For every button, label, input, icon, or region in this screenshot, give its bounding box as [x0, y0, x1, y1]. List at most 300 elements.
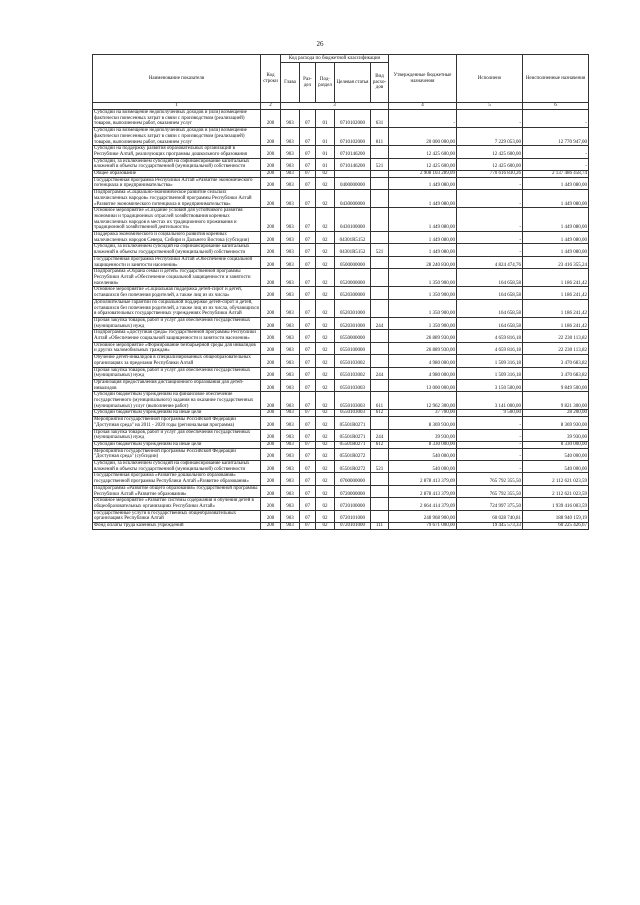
row-unexecuted: 22 230 113,82 — [523, 342, 589, 354]
row-unexecuted: 23 416 355,24 — [523, 256, 589, 268]
row-approved: 26 889 930,00 — [389, 342, 457, 354]
row-unexecuted: - — [523, 158, 589, 170]
row-razdel: 07 — [300, 256, 316, 268]
row-approved: 12 962 300,00 — [389, 392, 457, 410]
row-approved: 2 878 413 379,09 — [389, 485, 457, 497]
table-row — [93, 208, 589, 232]
row-executed: 724 997 375,50 — [457, 498, 523, 510]
row-glava: 903 — [281, 158, 300, 170]
row-executed: 770 616 830,26 — [457, 171, 523, 178]
row-expense-type: 244 — [371, 429, 389, 441]
table-row — [93, 128, 589, 146]
table-row — [93, 190, 589, 208]
row-glava: 903 — [281, 190, 300, 208]
row-executed: - — [457, 232, 523, 244]
row-executed: - — [457, 208, 523, 232]
table-row — [93, 244, 589, 256]
row-code: 200 — [261, 110, 281, 128]
row-expense-type — [371, 330, 389, 342]
row-glava: 903 — [281, 461, 300, 473]
row-approved: 20 000 000,00 — [389, 128, 457, 146]
page-number: 26 — [316, 40, 324, 48]
row-executed: - — [457, 448, 523, 460]
row-executed: - — [457, 441, 523, 448]
row-razdel: 07 — [300, 429, 316, 441]
row-code: 200 — [261, 244, 281, 256]
row-target-article: 05501R0271 — [335, 441, 371, 448]
row-executed: - — [457, 244, 523, 256]
row-podrazdel: 02 — [316, 448, 335, 460]
row-razdel: 07 — [300, 146, 316, 158]
row-target-article: 0550103003 — [335, 410, 371, 417]
row-glava: 903 — [281, 367, 300, 379]
table-row — [93, 523, 589, 530]
row-unexecuted: 1 449 080,00 — [523, 232, 589, 244]
row-razdel: 07 — [300, 498, 316, 510]
row-glava: 903 — [281, 342, 300, 354]
row-target-article: 04301R5152 — [335, 244, 371, 256]
row-expense-type — [371, 208, 389, 232]
row-podrazdel: 01 — [316, 158, 335, 170]
row-unexecuted: 39 930,00 — [523, 429, 589, 441]
row-target-article: 0550103003 — [335, 379, 371, 391]
row-podrazdel: 02 — [316, 379, 335, 391]
row-expense-type — [371, 498, 389, 510]
row-razdel: 07 — [300, 158, 316, 170]
row-glava: 903 — [281, 379, 300, 391]
row-expense-type: 521 — [371, 158, 389, 170]
row-name: Субсидии, за исключением субсидий на софинансирование капитальных вложений в объекты государственной (муниципальной) собственности — [93, 158, 261, 170]
row-expense-type: 631 — [371, 110, 389, 128]
row-glava: 903 — [281, 256, 300, 268]
row-name: Подпрограмма «Развитие общего образования» государственной программы Республики Алтай «Развитие образования» — [93, 485, 261, 497]
row-approved: 13 000 000,00 — [389, 379, 457, 391]
row-approved: 1 350 900,00 — [389, 287, 457, 299]
row-name: Субсидии бюджетным учреждениям на финансовое обеспечение государственного (муниципального) задания на оказание государственных (муниципальных) услуг (выполнение работ) — [93, 392, 261, 410]
row-code: 200 — [261, 128, 281, 146]
row-glava: 903 — [281, 441, 300, 448]
header-podrazdel: Под-раздел — [316, 63, 335, 103]
row-target-article: 05501R0271 — [335, 417, 371, 429]
table-row — [93, 317, 589, 329]
table-row — [93, 110, 589, 128]
row-target-article: 0520301000 — [335, 299, 371, 317]
row-podrazdel: 02 — [316, 498, 335, 510]
row-expense-type — [371, 232, 389, 244]
row-code: 200 — [261, 146, 281, 158]
row-approved: 1 449 080,00 — [389, 208, 457, 232]
row-expense-type: 612 — [371, 441, 389, 448]
row-executed: - — [457, 429, 523, 441]
row-code: 200 — [261, 410, 281, 417]
row-unexecuted: 1 186 241,42 — [523, 269, 589, 287]
row-code: 200 — [261, 208, 281, 232]
row-approved: 1 350 900,00 — [389, 317, 457, 329]
row-podrazdel: 02 — [316, 299, 335, 317]
row-podrazdel: 02 — [316, 269, 335, 287]
row-razdel: 07 — [300, 342, 316, 354]
column-number: 2 — [261, 103, 281, 110]
row-executed: 1 509 316,18 — [457, 355, 523, 367]
row-glava: 903 — [281, 287, 300, 299]
table-row — [93, 429, 589, 441]
row-podrazdel: 02 — [316, 485, 335, 497]
row-executed: 60 028 740,81 — [457, 510, 523, 522]
row-name: Организация предоставления дистанционного образования для детей-инвалидов — [93, 379, 261, 391]
row-razdel: 07 — [300, 244, 316, 256]
row-expense-type — [371, 299, 389, 317]
row-glava: 903 — [281, 269, 300, 287]
table-row — [93, 461, 589, 473]
row-name: Дополнительные гарантии по социальной поддержке детей-сирот и детей, оставшихся без попечения родителей, а также лиц из их числа, обучающихся в образовательных государственных учреждениях Республики Алтай — [94, 299, 259, 317]
row-code: 200 — [261, 171, 281, 178]
header-glava: Глава — [281, 63, 300, 103]
row-code: 200 — [261, 485, 281, 497]
row-executed: - — [457, 177, 523, 189]
row-expense-type — [371, 355, 389, 367]
row-executed: - — [457, 190, 523, 208]
row-target-article: 0720101000 — [335, 523, 371, 530]
row-approved: 2 664 414 379,09 — [389, 498, 457, 510]
table-body — [93, 110, 589, 530]
row-name: Общее образование — [93, 171, 261, 178]
row-unexecuted: 2 112 621 023,59 — [523, 473, 589, 485]
row-target-article: 05501R0271 — [335, 429, 371, 441]
row-glava: 903 — [281, 128, 300, 146]
row-expense-type — [371, 485, 389, 497]
row-podrazdel: 02 — [316, 461, 335, 473]
row-razdel: 07 — [300, 379, 316, 391]
row-target-article: 0430000000 — [335, 190, 371, 208]
row-podrazdel: 02 — [316, 244, 335, 256]
row-unexecuted: 2 112 621 023,59 — [523, 485, 589, 497]
row-expense-type — [371, 417, 389, 429]
row-razdel: 07 — [300, 287, 316, 299]
table-row — [93, 410, 589, 417]
row-razdel: 07 — [300, 473, 316, 485]
row-podrazdel: 02 — [316, 473, 335, 485]
row-target-article: 0400000000 — [335, 177, 371, 189]
row-approved: - — [389, 110, 457, 128]
header-code: Код строки — [261, 55, 281, 103]
row-unexecuted: 3 470 683,82 — [523, 355, 589, 367]
row-name: Прочая закупка товаров, работ и услуг для обеспечения государственных (муниципальных) нужд — [93, 429, 261, 441]
row-podrazdel: 01 — [316, 128, 335, 146]
row-name: Основное мероприятие «Формирование безбарьерной среды для инвалидов и других маломобильных граждан» — [93, 342, 261, 354]
row-executed: 164 658,58 — [457, 269, 523, 287]
row-executed: - — [457, 461, 523, 473]
row-target-article: 0720101000 — [335, 510, 371, 522]
row-podrazdel: 01 — [316, 146, 335, 158]
row-code: 200 — [261, 190, 281, 208]
row-code: 200 — [261, 473, 281, 485]
column-number: 5 — [457, 103, 523, 110]
row-target-article: 05501R0272 — [335, 448, 371, 460]
header-executed: Исполнено — [457, 55, 523, 103]
row-approved: 1 449 080,00 — [389, 190, 457, 208]
column-number: 6 — [523, 103, 589, 110]
row-glava: 903 — [281, 110, 300, 128]
table-row — [93, 379, 589, 391]
row-podrazdel: 02 — [316, 342, 335, 354]
table-row — [93, 448, 589, 460]
row-approved: 540 000,00 — [389, 448, 457, 460]
row-executed: 12 425 600,00 — [457, 146, 523, 158]
row-approved: 26 889 930,00 — [389, 330, 457, 342]
row-approved: 37 700,00 — [389, 410, 457, 417]
row-approved: 540 000,00 — [389, 461, 457, 473]
row-podrazdel: 02 — [316, 330, 335, 342]
row-target-article: 0520000000 — [335, 269, 371, 287]
row-podrazdel: 02 — [316, 208, 335, 232]
row-podrazdel: 01 — [316, 110, 335, 128]
row-target-article: 0710102000 — [335, 110, 371, 128]
row-code: 200 — [261, 417, 281, 429]
row-name: Субсидии на возмещение недополученных доходов и (или) возмещение фактически понесенных затрат в связи с производством (реализацией) товаров, выполнением работ, оказанием услуг — [93, 110, 261, 128]
row-target-article: 0550100000 — [335, 342, 371, 354]
row-code: 200 — [261, 177, 281, 189]
row-approved: 12 425 600,00 — [389, 146, 457, 158]
table-row — [93, 269, 589, 287]
table-row — [93, 330, 589, 342]
row-expense-type: 521 — [371, 244, 389, 256]
row-unexecuted: 1 186 241,42 — [523, 299, 589, 317]
row-unexecuted: 12 770 947,00 — [523, 128, 589, 146]
row-executed: 164 658,58 — [457, 287, 523, 299]
row-target-article: 0520301000 — [335, 317, 371, 329]
row-unexecuted: 9 821 300,00 — [523, 392, 589, 410]
budget-execution-table — [92, 54, 589, 530]
row-executed: 164 658,58 — [457, 317, 523, 329]
row-razdel: 07 — [300, 269, 316, 287]
row-glava: 903 — [281, 523, 300, 530]
row-expense-type — [371, 146, 389, 158]
row-approved: 1 449 080,00 — [389, 177, 457, 189]
row-executed: 19 445 573,33 — [457, 523, 523, 530]
header-approved: Утвержденные бюджетные назначения — [389, 55, 457, 103]
row-expense-type: 244 — [371, 317, 389, 329]
row-name: Основное мероприятие «Создание условий для устойчивого развития экономики и традиционных отраслей хозяйствования коренных малочисленных народов в местах их традиционного проживания и традиционной хозяйственной деятельности» — [93, 208, 261, 232]
row-approved: 4 980 000,00 — [389, 367, 457, 379]
row-code: 200 — [261, 448, 281, 460]
row-razdel: 07 — [300, 355, 316, 367]
row-target-article: 05501R0272 — [335, 461, 371, 473]
header-unexecuted: Неисполненные назначения — [523, 55, 589, 103]
row-podrazdel: 02 — [316, 417, 335, 429]
header-classification: Код расхода по бюджетной классификации — [281, 55, 389, 63]
row-expense-type: 811 — [371, 128, 389, 146]
row-unexecuted: - — [523, 110, 589, 128]
table-row — [93, 510, 589, 522]
row-approved: 8 330 000,00 — [389, 441, 457, 448]
row-name: Государственные услуги в государственных общеобразовательных организациях Республики Алтай — [93, 510, 261, 522]
table-row — [93, 473, 589, 485]
row-glava: 903 — [281, 510, 300, 522]
row-executed: 12 425 600,00 — [457, 158, 523, 170]
row-razdel: 07 — [300, 171, 316, 178]
row-name: Субсидии бюджетным учреждениям на иные цели — [93, 410, 261, 417]
row-podrazdel: 02 — [316, 523, 335, 530]
row-podrazdel: 02 — [316, 392, 335, 410]
row-razdel: 07 — [300, 417, 316, 429]
row-code: 200 — [261, 299, 281, 317]
row-unexecuted: 28 200,00 — [523, 410, 589, 417]
row-target-article: 0550103002 — [335, 367, 371, 379]
row-executed: 7 229 053,00 — [457, 128, 523, 146]
row-code: 200 — [261, 269, 281, 287]
row-podrazdel: 02 — [316, 367, 335, 379]
row-executed: 9 500,00 — [457, 410, 523, 417]
row-executed: 765 792 355,50 — [457, 473, 523, 485]
row-glava: 903 — [281, 299, 300, 317]
row-expense-type — [371, 177, 389, 189]
row-name: Прочая закупка товаров, работ и услуг для обеспечения государственных (муниципальных) нужд — [93, 367, 261, 379]
row-executed: 164 658,58 — [457, 299, 523, 317]
row-unexecuted: 1 449 080,00 — [523, 177, 589, 189]
row-glava: 903 — [281, 317, 300, 329]
row-approved: 28 240 830,00 — [389, 256, 457, 268]
row-name: Обучение детей-инвалидов в специализированных общеобразовательных организациях за пределами Республики Алтай — [93, 355, 261, 367]
row-glava: 903 — [281, 498, 300, 510]
row-razdel: 07 — [300, 317, 316, 329]
row-code: 200 — [261, 523, 281, 530]
row-unexecuted: 1 939 416 003,59 — [523, 498, 589, 510]
row-podrazdel: 02 — [316, 177, 335, 189]
row-target-article: 0500000000 — [335, 256, 371, 268]
table-row — [93, 417, 589, 429]
table-row — [93, 256, 589, 268]
row-target-article: 0550103003 — [335, 392, 371, 410]
row-code: 200 — [261, 158, 281, 170]
table-row — [93, 485, 589, 497]
row-razdel: 07 — [300, 177, 316, 189]
row-expense-type — [371, 379, 389, 391]
row-name: Субсидии, за исключением субсидий на софинансирование капитальных вложений в объекты государственной (муниципальной) собственности — [93, 461, 261, 473]
row-razdel: 07 — [300, 330, 316, 342]
table-row — [93, 177, 589, 189]
row-podrazdel: 02 — [316, 510, 335, 522]
row-name: Субсидии на поддержку развития образовательных организаций в Республике Алтай, реализующих программы дошкольного образования — [93, 146, 261, 158]
row-unexecuted: 8 369 930,00 — [523, 417, 589, 429]
row-glava: 903 — [281, 171, 300, 178]
row-unexecuted: 1 449 080,00 — [523, 208, 589, 232]
row-approved: 12 425 600,00 — [389, 158, 457, 170]
row-target-article: 0520300000 — [335, 287, 371, 299]
row-approved: 79 671 000,00 — [389, 523, 457, 530]
row-code: 200 — [261, 232, 281, 244]
table-row — [93, 299, 589, 317]
row-executed: 4 659 816,18 — [457, 342, 523, 354]
table-row — [93, 342, 589, 354]
table-row — [93, 232, 589, 244]
row-podrazdel: 02 — [316, 441, 335, 448]
row-target-article: 0710146200 — [335, 146, 371, 158]
row-glava: 903 — [281, 355, 300, 367]
row-expense-type — [371, 342, 389, 354]
row-executed: 4 824 474,76 — [457, 256, 523, 268]
row-glava: 903 — [281, 146, 300, 158]
row-target-article: 0430100000 — [335, 208, 371, 232]
row-code: 200 — [261, 330, 281, 342]
row-expense-type — [371, 269, 389, 287]
row-unexecuted: 1 186 241,42 — [523, 317, 589, 329]
row-expense-type — [371, 171, 389, 178]
row-unexecuted: 8 330 000,00 — [523, 441, 589, 448]
row-approved: 1 350 900,00 — [389, 299, 457, 317]
row-glava: 903 — [281, 473, 300, 485]
row-name: Фонд оплаты труда казенных учреждений — [93, 523, 261, 530]
row-razdel: 07 — [300, 510, 316, 522]
row-approved: 8 369 930,00 — [389, 417, 457, 429]
row-expense-type: 111 — [371, 523, 389, 530]
row-expense-type — [371, 510, 389, 522]
column-numbers-row — [93, 103, 589, 110]
row-name: Основное мероприятие «Социальная поддержка детей-сирот и детей, оставшихся без попечения родителей, а также лиц из их числа» — [93, 287, 261, 299]
row-executed: 4 659 816,18 — [457, 330, 523, 342]
header-razdel: Раз-дел — [300, 63, 316, 103]
header-name: Наименование показателя — [93, 55, 261, 103]
row-podrazdel: 02 — [316, 171, 335, 178]
row-unexecuted: 540 000,00 — [523, 461, 589, 473]
row-glava: 903 — [281, 448, 300, 460]
row-glava: 903 — [281, 177, 300, 189]
row-code: 200 — [261, 392, 281, 410]
row-name: Основное мероприятие «Развитие системы содержания и обучения детей в общеобразовательных организациях Республики Алтай» — [93, 498, 261, 510]
row-expense-type — [371, 448, 389, 460]
row-unexecuted: 22 230 113,82 — [523, 330, 589, 342]
row-glava: 903 — [281, 429, 300, 441]
row-name: Подпрограмма «Охрана семьи и детей» государственной программы Республики Алтай «Обеспечение социальной защищенности и занятости населения» — [93, 269, 261, 287]
row-name: Субсидии бюджетным учреждениям на иные цели — [93, 441, 261, 448]
row-target-article: 0720100000 — [335, 498, 371, 510]
row-target-article: 0710102000 — [335, 128, 371, 146]
row-expense-type: 521 — [371, 461, 389, 473]
row-podrazdel: 02 — [316, 429, 335, 441]
row-executed: 1 509 316,18 — [457, 367, 523, 379]
row-razdel: 07 — [300, 232, 316, 244]
row-code: 200 — [261, 379, 281, 391]
row-razdel: 07 — [300, 190, 316, 208]
row-approved: 1 449 080,00 — [389, 232, 457, 244]
row-name: Подпрограмма «Доступная среда» государственной программы Республики Алтай «Обеспечение социальной защищенности и занятости населения» — [93, 330, 261, 342]
row-approved: 4 980 000,00 — [389, 355, 457, 367]
row-executed: 3 150 500,00 — [457, 379, 523, 391]
row-glava: 903 — [281, 244, 300, 256]
row-glava: 903 — [281, 410, 300, 417]
row-podrazdel: 02 — [316, 410, 335, 417]
row-code: 200 — [261, 287, 281, 299]
row-approved: 2 878 413 379,09 — [389, 473, 457, 485]
row-code: 200 — [261, 367, 281, 379]
row-code: 200 — [261, 498, 281, 510]
row-unexecuted: 9 849 500,00 — [523, 379, 589, 391]
row-razdel: 07 — [300, 441, 316, 448]
row-glava: 903 — [281, 208, 300, 232]
table-row — [93, 146, 589, 158]
table-row — [93, 441, 589, 448]
row-code: 200 — [261, 342, 281, 354]
row-expense-type: 611 — [371, 392, 389, 410]
row-name: Государственная программа «Развитие дошкольного образования» государственной программы Республики Алтай «Развитие образования» — [93, 473, 261, 485]
row-glava: 903 — [281, 392, 300, 410]
row-target-article: 0550103002 — [335, 355, 371, 367]
row-glava: 903 — [281, 232, 300, 244]
row-name: Подпрограмма «Социально-экономическое развитие сельских малочисленных народов» государственной программы Республики Алтай «Развитие экономического потенциала и предпринимательства» — [93, 190, 261, 208]
row-name: Мероприятия государственной программы Российской Федерации "Доступная среда" на 2011 - 2020 годы (региональная программа) — [93, 417, 261, 429]
row-expense-type: 244 — [371, 367, 389, 379]
row-razdel: 07 — [300, 523, 316, 530]
row-razdel: 07 — [300, 128, 316, 146]
